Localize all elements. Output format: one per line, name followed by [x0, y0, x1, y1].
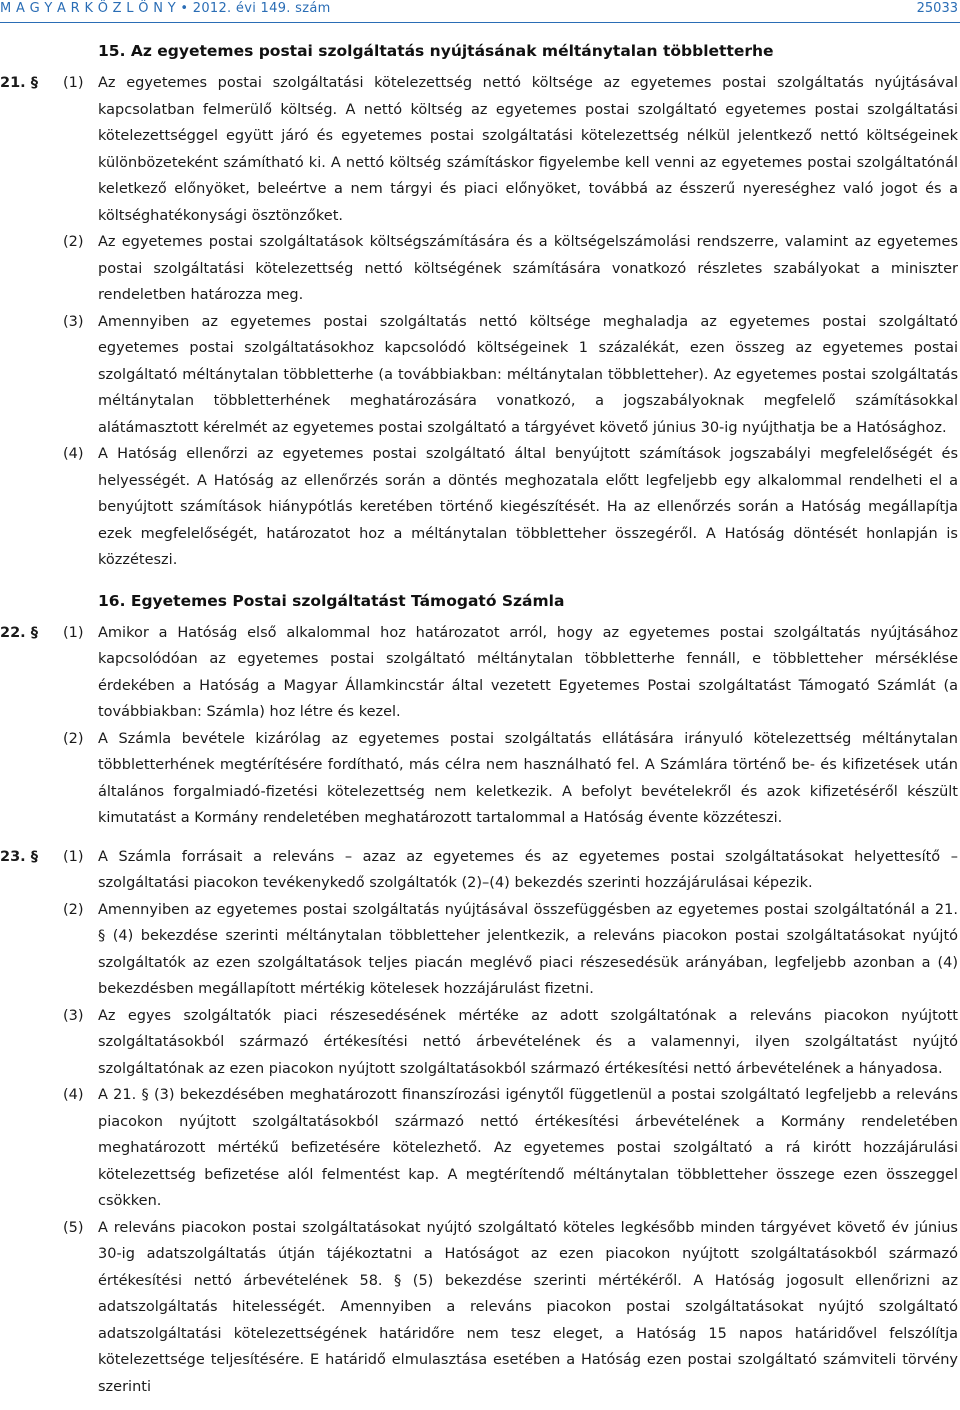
- paragraph-label: (4): [63, 1087, 84, 1103]
- document-body: [0, 38, 960, 1400]
- paragraph: [0, 726, 960, 832]
- paragraph-label: (1): [63, 848, 84, 865]
- paragraph-label: (3): [63, 1007, 84, 1024]
- paragraph-text: Amennyiben az egyetemes postai szolgáltatás nyújtásával összefüggésben az egyetemes postai szolgáltatónál a 21. § (4) bekezdése szerinti méltánytalan többletteher jelentkezik, a releváns piacokon postai szolgáltatásokat nyújtó szolgáltatók az ezen szolgáltatások teljes piacán meglévő piaci részesedésük arányában, legfeljebb azonban a (4) bekezdésben megállapított mértékig kötelesek hozzájárulást fizetni.: [98, 901, 958, 997]
- section-22: [0, 620, 960, 832]
- paragraph-text: A Számla bevétele kizárólag az egyetemes postai szolgáltatás ellátására irányuló kötelezettség méltánytalan többletterhének megtérítésére fordítható, más célra nem használható fel. A Számlára történő be- és kifizetések után általános forgalmiadó-fizetési kötelezettség nem keletkezik. A befolyt bevételekről és azok kifizetéséről készült kimutatást a Kormány rendeletében meghatározott tartalommal a Hatóság évente közzéteszi.: [98, 730, 958, 826]
- section-number: 22. §: [0, 624, 38, 641]
- section-number: 23. §: [0, 848, 38, 865]
- paragraph: [0, 844, 960, 897]
- paragraph-label: (5): [63, 1219, 84, 1236]
- paragraph-label: (2): [63, 730, 84, 747]
- paragraph-label: (1): [63, 624, 84, 641]
- page-number: 25033: [916, 1, 958, 16]
- paragraph-text: Amikor a Hatóság első alkalommal hoz határozatot arról, hogy az egyetemes postai szolgáltatás nyújtásához kapcsolódóan az egyetemes postai szolgáltató méltánytalan többletterhe fennáll, e többletteher mérséklése érdekében a Hatóság a Magyar Államkincstár által vezetett Egyetemes Postai szolgáltatást Támogató Számlát (a továbbiakban: Számla) hoz létre és kezel.: [98, 624, 958, 720]
- paragraph-text: Az egyes szolgáltatók piaci részesedésének mértéke az adott szolgáltatónak a releváns piacokon nyújtott szolgáltatásokból származó értékesítési nettó árbevételének és a valamennyi, ilyen szolgáltatást nyújtó szolgáltatónak az ezen piacokon nyújtott szolgáltatásokból származó értékesítési nettó árbevételének a hányadosa.: [98, 1007, 958, 1077]
- paragraph: [0, 70, 960, 229]
- section-number: 21. §: [0, 75, 38, 91]
- paragraph-text: A releváns piacokon postai szolgáltatásokat nyújtó szolgáltató köteles legkésőbb minden tárgyévet követő év június 30-ig adatszolgáltatás útján tájékoztatni a Hatóságot az ezen piacokon nyújtott szolgáltatásokból származó értékesítési nettó árbevételének 58. § (5) bekezdése szerinti mértékéről. A Hatóság jogosult ellenőrizni az adatszolgáltatás hitelességét. Amennyiben a releváns piacokon postai szolgáltatásokat nyújtó szolgáltató adatszolgáltatási kötelezettségének határidőre nem tesz eleget, a Hatóság 15 napos határidővel felszólítja kötelezettsége teljesítésére. E határidő elmulasztása esetében a Hatóság ezen postai szolgáltató számviteli törvény szerinti: [98, 1219, 958, 1395]
- paragraph: [0, 1003, 960, 1083]
- paragraph: [0, 441, 960, 574]
- section-23: [0, 844, 960, 1401]
- paragraph-text: Az egyetemes postai szolgáltatási kötelezettség nettó költsége az egyetemes postai szolgáltatás nyújtásával kapcsolatban felmerülő költség. A nettó költség az egyetemes postai szolgáltató egyetemes postai szolgáltatási kötelezettséggel együtt járó és egyetemes postai szolgáltatási kötelezettség nélkül jelentkező nettó költségeinek különbözeteként számítható ki. A nettó költség számításkor figyelembe kell venni az egyetemes postai szolgáltatónál keletkező előnyöket, beleértve a nem tárgyi és piaci előnyöket, továbbá az ésszerű nyereséghez való jogot és a költséghatékonysági ösztönzőket.: [98, 75, 958, 224]
- paragraph: [0, 1082, 960, 1215]
- paragraph-label: (1): [63, 75, 84, 91]
- paragraph-text: A Hatóság ellenőrzi az egyetemes postai szolgáltató által benyújtott számítások jogszabályi megfelelőségét és helyességét. A Hatóság az ellenőrzés során a döntés meghozatala előtt legfeljebb egy alkalommal rendelheti el a benyújtott számítások hiánypótlás keretében történő kiegészítését. Ha az ellenőrzés során a Hatóság megállapítja ezek megfelelőségét, határozatot hoz a méltánytalan többletteher összegéről. A Hatóság döntését honlapján is közzéteszi.: [98, 446, 958, 568]
- paragraph-text: A Számla forrásait a releváns – azaz az egyetemes és az egyetemes postai szolgáltatásokat helyettesítő – szolgáltatási piacokon tevékenykedő szolgáltatók (2)–(4) bekezdés szerinti hozzájárulásai képezik.: [98, 848, 958, 891]
- paragraph: [0, 897, 960, 1003]
- section-21: [0, 70, 960, 574]
- paragraph-label: (4): [63, 446, 84, 462]
- section-16-title: 16. Egyetemes Postai szolgáltatást Támogató Számla: [98, 591, 565, 610]
- paragraph: [0, 1215, 960, 1401]
- paragraph-text: A 21. § (3) bekezdésében meghatározott finanszírozási igénytől függetlenül a postai szolgáltató legfeljebb a releváns piacokon nyújtott szolgáltatásokból származó nettó értékesítési árbevételének a Kormány rendeletében meghatározott mértékű befizetésére kötelezhető. Az egyetemes postai szolgáltató a rá kirótt hozzájárulási kötelezettség befizetése alól felmentést kap. A megtérítendő méltánytalan többletteher összege ezen összeggel csökken.: [98, 1087, 958, 1209]
- section-15-title: 15. Az egyetemes postai szolgáltatás nyújtásának méltánytalan többletterhe: [98, 42, 774, 60]
- paragraph-text: Az egyetemes postai szolgáltatások költségszámítására és a költségelszámolási rendszerre, valamint az egyetemes postai szolgáltatási kötelezettség nettó költségének számítására vonatkozó részletes szabályokat a miniszter rendeletben határozza meg.: [98, 234, 958, 303]
- paragraph: [0, 620, 960, 726]
- paragraph: [0, 229, 960, 309]
- paragraph-text: Amennyiben az egyetemes postai szolgáltatás nettó költsége meghaladja az egyetemes postai szolgáltató egyetemes postai szolgáltatásokhoz kapcsolódó költségeinek 1 százalékát, ezen összeg az egyetemes postai szolgáltató méltánytalan többletterhe (a továbbiakban: méltánytalan többletteher). Az egyetemes postai szolgáltatás méltánytalan többletterhének meghatározására vonatkozó, a jogszabályoknak megfelelő számításokkal alátámasztott kérelmét az egyetemes postai szolgáltató a tárgyévet követő június 30-ig nyújthatja be a Hatósághoz.: [98, 313, 958, 436]
- running-title: M A G Y A R K Ö Z L Ö N Y • 2012. évi 149. szám: [0, 1, 331, 16]
- paragraph-label: (3): [63, 313, 84, 330]
- paragraph-label: (2): [63, 901, 84, 918]
- header-rule: [0, 22, 960, 23]
- paragraph-label: (2): [63, 234, 84, 250]
- paragraph: [0, 309, 960, 442]
- page-header: [0, 0, 960, 22]
